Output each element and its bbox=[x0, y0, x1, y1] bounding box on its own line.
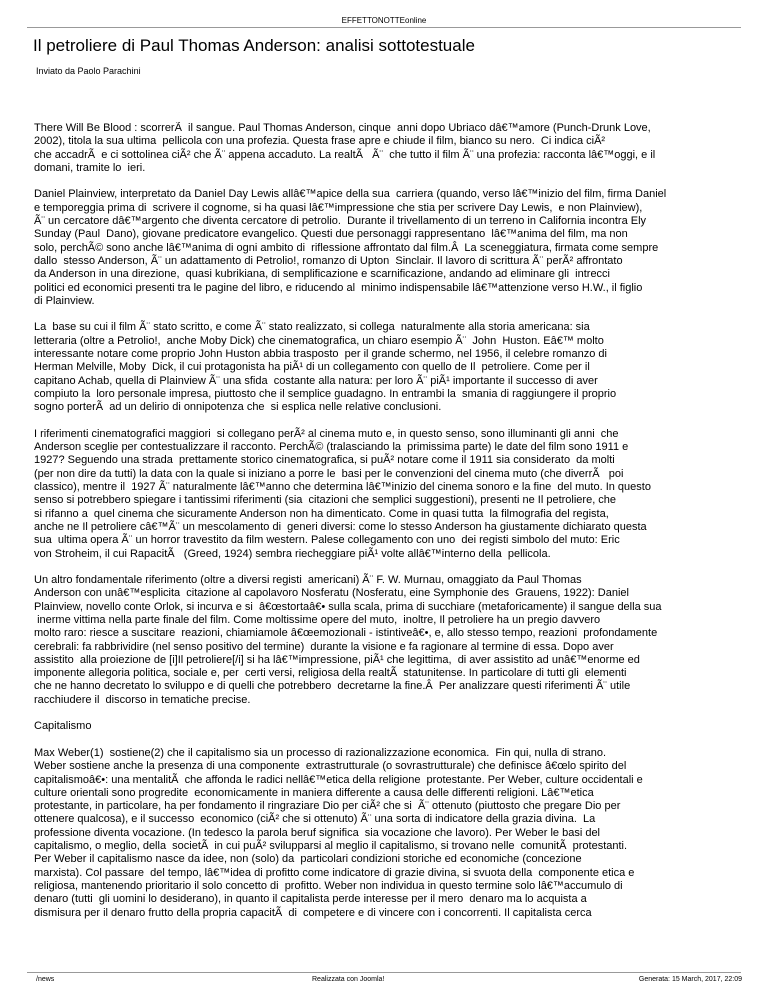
section-heading-capitalismo: Capitalismo bbox=[34, 720, 92, 733]
paragraph-1: There Will Be Blood : scorrerÃ il sangue. Paul Thomas Anderson, cinque anni dopo Ubriaco dâ€™amore (Punch-Drunk Love, 2002), titola la sua ultima pellicola con una profezia. Questa frase apre e chiude il film, bianco su nero. Ci indica ciÃ² che accadrÃ e ci sottolinea ciÃ² che Ã¨ appena accaduto. La realtÃ Ã¨ che tutto il film Ã¨ una profezia: racconta lâ€™oggi, e il domani, tramite lo ieri. bbox=[34, 122, 656, 174]
article-body bbox=[34, 122, 766, 967]
site-header: EFFETTONOTTEonline bbox=[341, 16, 427, 25]
footer-divider bbox=[27, 972, 741, 973]
article-author: Inviato da Paolo Parachini bbox=[36, 66, 141, 76]
footer-path: /news bbox=[36, 976, 55, 983]
paragraph-2: Daniel Plainview, interpretato da Daniel Day Lewis allâ€™apice della sua carriera (quando, verso lâ€™inizio del film, firma Daniel e temporeggia prima di scrivere il cognome, si ha quasi lâ€™impressione che stia per scrivere Day Lewis, e non Plainview), Ã¨ un cercatore dâ€™argento che diventa cercatore di petrolio. Durante il trivellamento di un terreno in California incontra Ely Sunday (Paul Dano), giovane predicatore evangelico. Questi due personaggi rappresentano lâ€™anima del film, ma non solo, perchÃ© sono anche lâ€™anima di ogni ambito di riflessione affrontato dal film.Â La sceneggiatura, firmata come sempre dallo stesso Anderson, Ã¨ un adattamento di Petrolio!, romanzo di Upton Sinclair. Il lavoro di scrittura Ã¨ perÃ² affrontato da Anderson in una direzione, quasi kubrikiana, di semplificazione e scarnificazione, andando ad eliminare gli intrecci politici ed economici presenti tra le pagine del libro, e riducendo al minimo indispensabile lâ€™attenzione verso H.W., il figlio di Plainview. bbox=[34, 188, 667, 307]
article-title: Il petroliere di Paul Thomas Anderson: analisi sottotestuale bbox=[33, 36, 475, 55]
footer-credit: Realizzata con Joomla! bbox=[312, 976, 385, 983]
paragraph-4: I riferimenti cinematografici maggiori si collegano perÃ² al cinema muto e, in questo senso, sono illuminanti gli anni che Anderson sceglie per contestualizzare il racconto. PerchÃ© (tralasciando la primissima parte) le date del film sono 1911 e 1927? Seguendo una strada prettamente storico cinematografica, si puÃ² notare come il 1911 sia considerato da molti (per non dire da tutti) la data con la quale si iniziano a porre le basi per le convenzioni del cinema muto (che diverrÃ poi classico), mentre il 1927 Ã¨ naturalmente lâ€™anno che determina lâ€™inizio del cinema sonoro e la fine del muto. In questo senso si potrebbero spiegare i tantissimi riferimenti (sia citazioni che semplici suggestioni), presenti ne Il petroliere, che si rifanno a quel cinema che sicuramente Anderson non ha dimenticato. Come in quasi tutta la filmografia del regista, anche ne Il petroliere câ€™Ã¨ un mescolamento di generi diversi: come lo stesso Anderson ha giustamente dichiarato questa sua ultima opera Ã¨ un horror travestito da film western. Palese collegamento con uno dei registi simbolo del muto: Eric von Stroheim, il cui RapacitÃ (Greed, 1924) sembra riecheggiare piÃ¹ volte allâ€™interno della pellicola. bbox=[34, 427, 651, 560]
paragraph-6: Max Weber(1) sostiene(2) che il capitalismo sia un processo di razionalizzazione economica. Fin qui, nulla di strano. Weber sostiene anche la presenza di una componente extrastrutturale (o sovrastrutturale) che definisce â€œlo spirito del capitalismoâ€•: una mentalitÃ che affonda le radici nellâ€™etica della religione protestante. Per Weber, culture occidentali e culture orientali sono progredite economicamente in maniera differente a causa delle differenti religioni. Lâ€™etica protestante, in particolare, ha per fondamento il ringraziare Dio per ciÃ² che si Ã¨ ottenuto (piuttosto che pregare Dio per ottenere qualcosa), e il successo economico (ciÃ² che si ottenuto) Ã¨ una sorta di indicatore della grazia divina. La professione diventa vocazione. (In tedesco la parola beruf significa sia vocazione che lavoro). Per Weber le basi del capitalismo, o meglio, della societÃ in cui puÃ² svilupparsi al meglio il capitalismo, si trovano nelle comunitÃ protestanti. Per Weber il capitalismo nasce da idee, non (solo) da particolari condizioni storiche ed economiche (concezione marxista). Col passare del tempo, lâ€™idea di profitto come indicatore di grazie divina, si svuota della componente etica e religiosa, mantenendo prioritario il solo concetto di profitto. Weber non individua in questo termine solo lâ€™accumulo di denaro (tutti gli uomini lo desiderano), in quanto il capitalista perde interesse per il mero denaro ma lo acquista a dismisura per il denaro frutto della propria capacitÃ di competere e di vincere con i concorrenti. Il capitalista cerca bbox=[34, 746, 643, 919]
footer-generated: Generata: 15 March, 2017, 22:09 bbox=[638, 976, 742, 983]
paragraph-5: Un altro fondamentale riferimento (oltre a diversi registi americani) Ã¨ F. W. Murnau, omaggiato da Paul Thomas Anderson con unâ€™esplicita citazione al capolavoro Nosferatu (Nosferatu, eine Symphonie des Grauens, 1922): Daniel Plainview, novello conte Orlok, si incurva e si â€œstortaâ€• sulla scala, prima di succhiare (metaforicamente) il sangue della sua inerme vittima nella parte finale del film. Come moltissime opere del muto, inoltre, Il petroliere ha un pregio davvero molto raro: riesce a suscitare reazioni, chiamiamole â€œemozionali - istintiveâ€•, e, allo stesso tempo, reazioni profondamente cerebrali: fa rabbrividire (nel senso positivo del termine) durante la visione e fa ragionare al termine di essa. Dopo aver assistito alla proiezione de [i]Il petroliere[/i] si ha lâ€™impressione, piÃ¹ che legittima, di aver assistito ad unâ€™enorme ed imponente allegoria politica, sociale e, per certi versi, religiosa della realtÃ statunitense. In particolare di tutti gli elementi che ne hanno decretato lo sviluppo e di quelli che potrebbero decretarne la fine.Â Per analizzare questi riferimenti Ã¨ utile racchiudere il discorso in tematiche precise. bbox=[34, 574, 662, 706]
header-divider bbox=[27, 27, 741, 28]
paragraph-3: La base su cui il film Ã¨ stato scritto, e come Ã¨ stato realizzato, si collega naturalmente alla storia americana: sia letteraria (oltre a Petrolio!, anche Moby Dick) che cinematografica, un chiaro esempio Ã¨ John Huston. Eâ€™ molto interessante notare come proprio John Huston abbia trasposto per il grande schermo, nel 1956, il celebre romanzo di Herman Melville, Moby Dick, il cui protagonista ha piÃ¹ di un collegamento con quello de Il petroliere. Come per il capitano Achab, quella di Plainview Ã¨ una sfida costante alla natura: per loro Ã¨ piÃ¹ importante il successo di aver compiuto la loro personale impresa, piuttosto che il semplice guadagno. In entrambi la smania di raggiungere il proprio sogno porterÃ ad un delirio di onnipotenza che si esplica nelle relative conclusioni. bbox=[34, 321, 617, 414]
